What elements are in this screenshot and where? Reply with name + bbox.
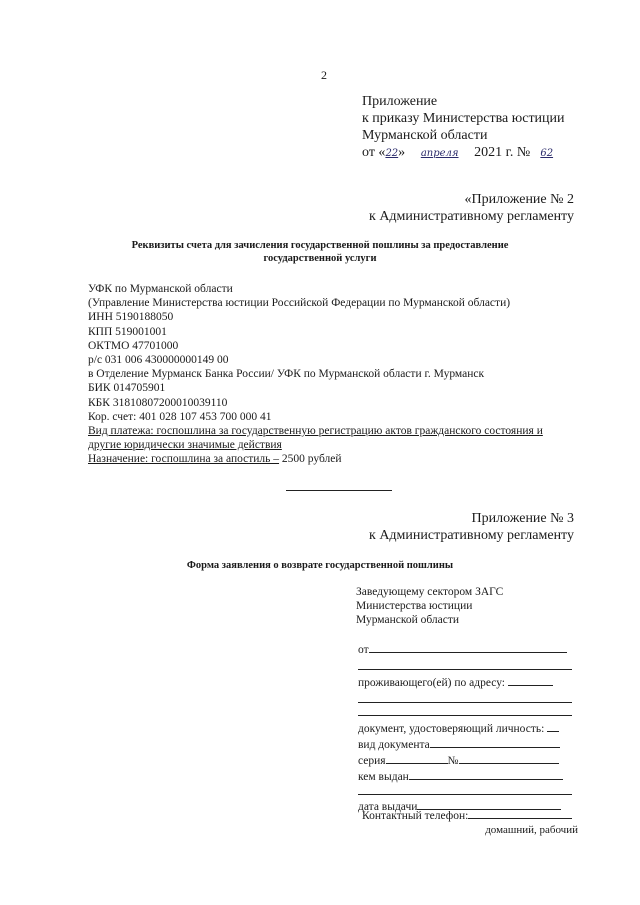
issue-date-label: дата выдачи [358, 801, 418, 813]
issued-by-blank-line [409, 768, 563, 780]
phone-blank-line [468, 807, 572, 819]
appendix-2-line-1: «Приложение № 2 [464, 192, 574, 207]
appendix-3-line-2: к Административному регламенту [369, 528, 574, 543]
address-blank-line-3 [358, 703, 572, 716]
from-label: от [358, 644, 369, 656]
purpose-label: Назначение: госпошлина за апостиль – [88, 453, 280, 466]
series-blank-line [386, 752, 448, 764]
date-year-label: 2021 г. № [474, 145, 531, 160]
doc-type-label: вид документа [358, 739, 430, 751]
appendix-3-header [362, 510, 574, 544]
phone-field [362, 807, 578, 837]
requisites-line: (Управление Министерства юстиции Российской Федерации по Мурманской области) [88, 297, 511, 310]
address-blank-line [508, 674, 553, 686]
order-appendix-block [362, 93, 565, 162]
requisites-line: ОКТМО 47701000 [88, 339, 179, 352]
appendix-2-line-2: к Административному регламенту [369, 209, 574, 224]
id-document-blank-line [547, 720, 559, 732]
purpose-line [88, 452, 543, 466]
date-from-label: от « [362, 145, 386, 160]
series-number-field [358, 752, 574, 768]
requisites-line: р/с 031 006 430000000149 00 [88, 354, 229, 367]
from-blank-line [369, 641, 567, 653]
doc-type-field [358, 736, 574, 752]
purpose-amount: 2500 рублей [279, 453, 342, 466]
issued-by-label: кем выдан [358, 771, 409, 783]
appendix-date-line [362, 144, 565, 162]
requisites-line: Кор. счет: 401 028 107 453 700 000 41 [88, 410, 272, 423]
appendix-line-2: к приказу Министерства юстиции [362, 111, 565, 126]
requisites-title: Реквизиты счета для зачисления государственной пошлины за предоставление государственной услуги [131, 240, 509, 264]
address-field [358, 674, 574, 690]
doc-type-blank-line [430, 736, 560, 748]
id-document-field [358, 720, 574, 736]
form-title: Форма заявления о возврате государственной пошлины [186, 560, 454, 571]
appendix-3-line-1: Приложение № 3 [471, 511, 574, 526]
date-mid: » [398, 145, 406, 160]
section-divider [286, 490, 392, 491]
requisites-line: КПП 519001001 [88, 325, 167, 338]
requisites-line: БИК 014705901 [88, 382, 166, 395]
issued-by-blank-line-2 [358, 784, 572, 795]
page-number: 2 [321, 68, 327, 82]
issued-by-field [358, 768, 574, 784]
requisites-line: в Отделение Мурманск Банка России/ УФК по Мурманской области г. Мурманск [88, 368, 485, 381]
id-document-label: документ, удостоверяющий личность: [358, 723, 545, 735]
handwritten-day: 22 [385, 148, 399, 159]
number-blank-line [459, 752, 559, 764]
handwritten-order-number: 62 [540, 148, 554, 159]
requisites-line: УФК по Мурманской области [88, 283, 233, 295]
address-label: проживающего(ей) по адресу: [358, 677, 505, 689]
addressee-line-2: Министерства юстиции [356, 600, 473, 612]
requisites-line: ИНН 5190188050 [88, 311, 174, 324]
addressee-block [356, 585, 503, 627]
phone-label: Контактный телефон: [362, 810, 469, 822]
appendix-line-3: Мурманской области [362, 128, 488, 143]
applicant-fields [358, 641, 574, 814]
from-field [358, 641, 574, 657]
addressee-line-1: Заведующему сектором ЗАГС [356, 586, 504, 598]
number-label: № [447, 755, 459, 767]
addressee-line-3: Мурманской области [356, 614, 460, 626]
requisites-list [88, 282, 543, 467]
from-blank-line-2 [358, 657, 572, 670]
appendix-line-1: Приложение [362, 94, 438, 109]
series-label: серия [358, 755, 386, 767]
handwritten-month: апреля [420, 148, 459, 159]
payment-type-line-1: Вид платежа: госпошлина за государственную регистрацию актов гражданского состояния и [88, 425, 543, 438]
requisites-line: КБК 31810807200010039110 [88, 396, 228, 409]
payment-type-line-2: другие юридически значимые действия [88, 439, 282, 452]
appendix-2-header [362, 191, 574, 225]
address-blank-line-2 [358, 690, 572, 703]
phone-hint: домашний, рабочий [485, 824, 578, 836]
